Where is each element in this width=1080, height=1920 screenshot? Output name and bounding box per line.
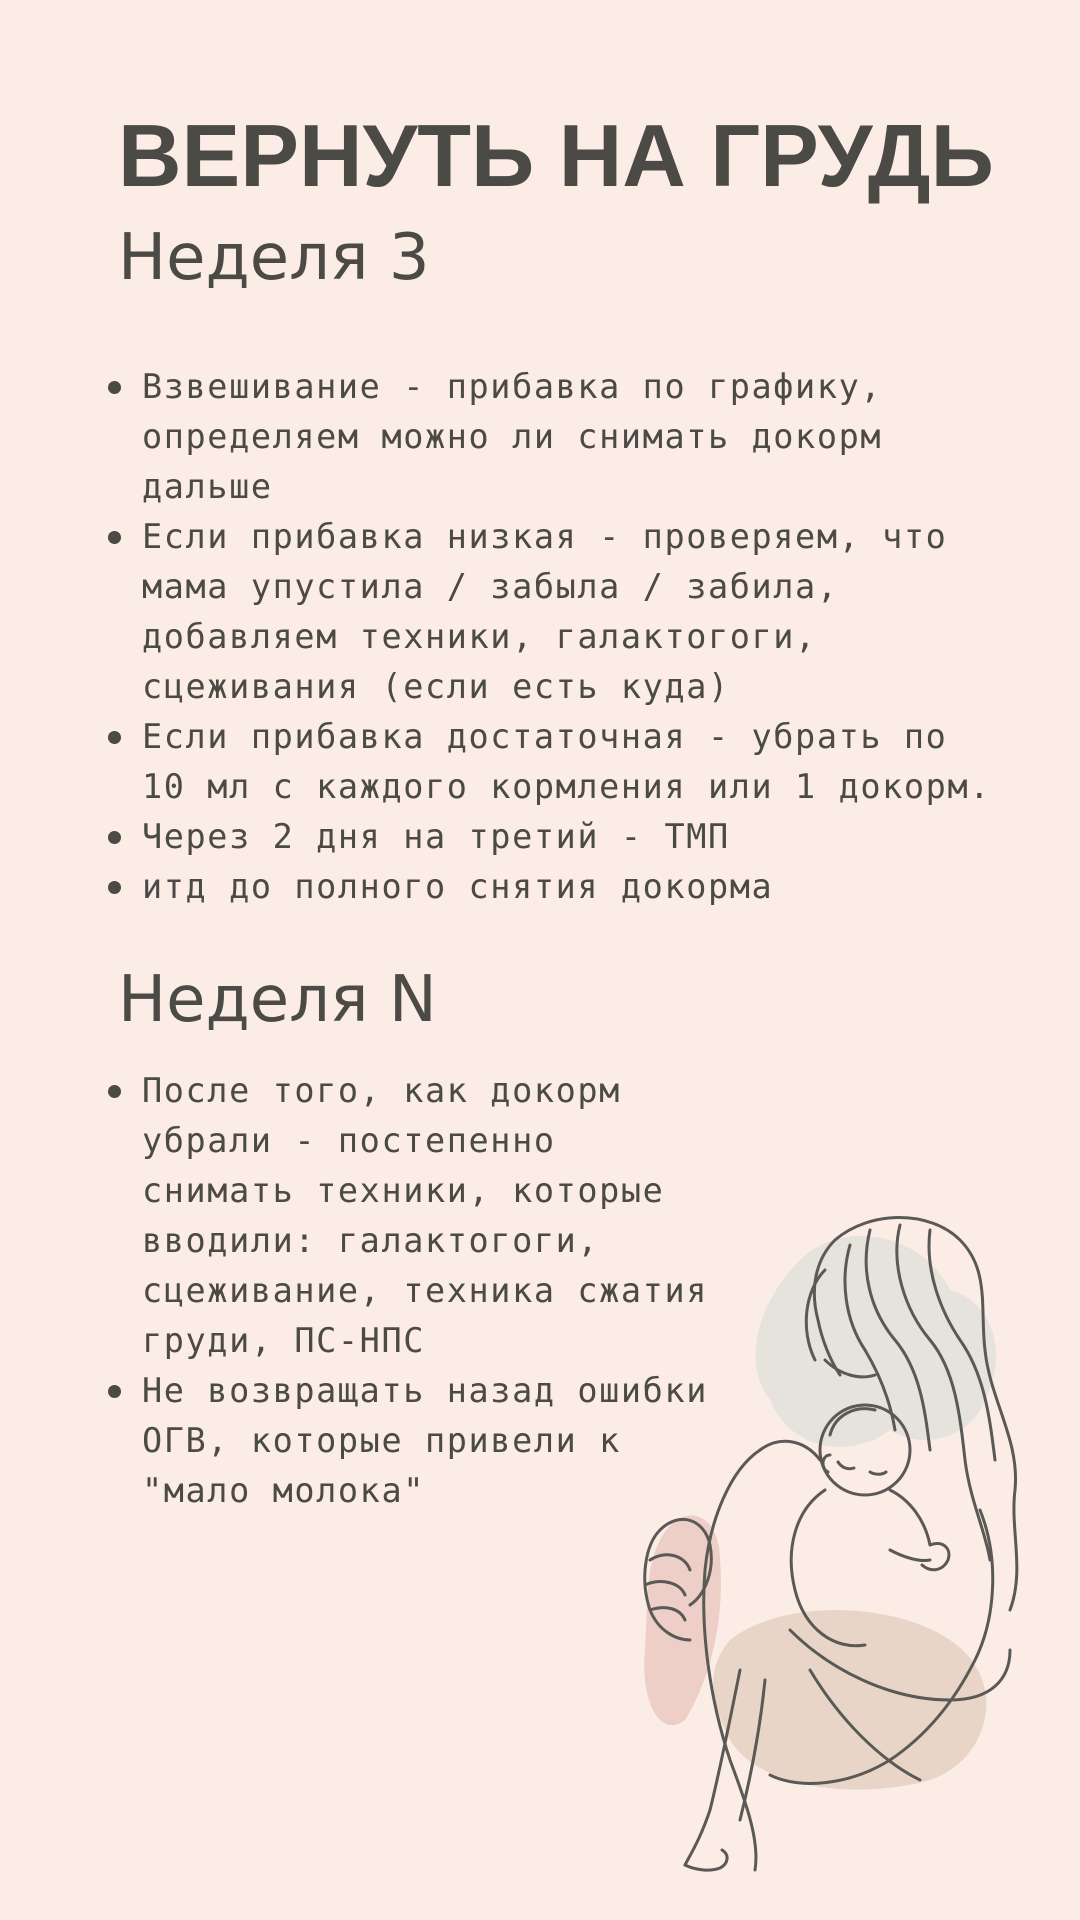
list-item-text: После того, как докорм убрали - постепенно снимать техники, которые вводили: галактогоги, сцеживание, техника сжатия груди, ПС-НПС xyxy=(142,1071,708,1360)
list-item-text: итд до полного снятия докорма xyxy=(142,867,774,906)
bullet-icon xyxy=(108,831,121,844)
list-item-text: Если прибавка низкая - проверяем, что мама упустила / забыла / забила, добавляем техники, галактогоги, сцеживания (если есть куда) xyxy=(142,517,948,706)
list-item xyxy=(106,712,1006,812)
list-item-text: Если прибавка достаточная - убрать по 10 мл с каждого кормления или 1 докорм. xyxy=(142,717,991,806)
list-item xyxy=(106,512,1006,712)
bullet-icon xyxy=(108,531,121,544)
bullet-icon xyxy=(108,731,121,744)
list-item-text: Не возвращать назад ошибки ОГВ, которые привели к "мало молока" xyxy=(142,1371,708,1510)
mother-baby-illustration-icon xyxy=(590,1200,1040,1880)
week3-list xyxy=(106,362,1006,912)
bullet-icon xyxy=(108,381,121,394)
bullet-icon xyxy=(108,881,121,894)
weekn-heading: Неделя N xyxy=(118,963,437,1037)
page-title: ВЕРНУТЬ НА ГРУДЬ xyxy=(118,106,994,205)
list-item-text: Через 2 дня на третий - ТМП xyxy=(142,817,730,856)
list-item xyxy=(106,362,1006,512)
list-item-text: Взвешивание - прибавка по графику, определяем можно ли снимать докорм дальше xyxy=(142,367,883,506)
bullet-icon xyxy=(108,1085,121,1098)
list-item xyxy=(106,812,1006,862)
bullet-icon xyxy=(108,1385,121,1398)
list-item xyxy=(106,862,1006,912)
week3-heading: Неделя 3 xyxy=(118,221,430,295)
